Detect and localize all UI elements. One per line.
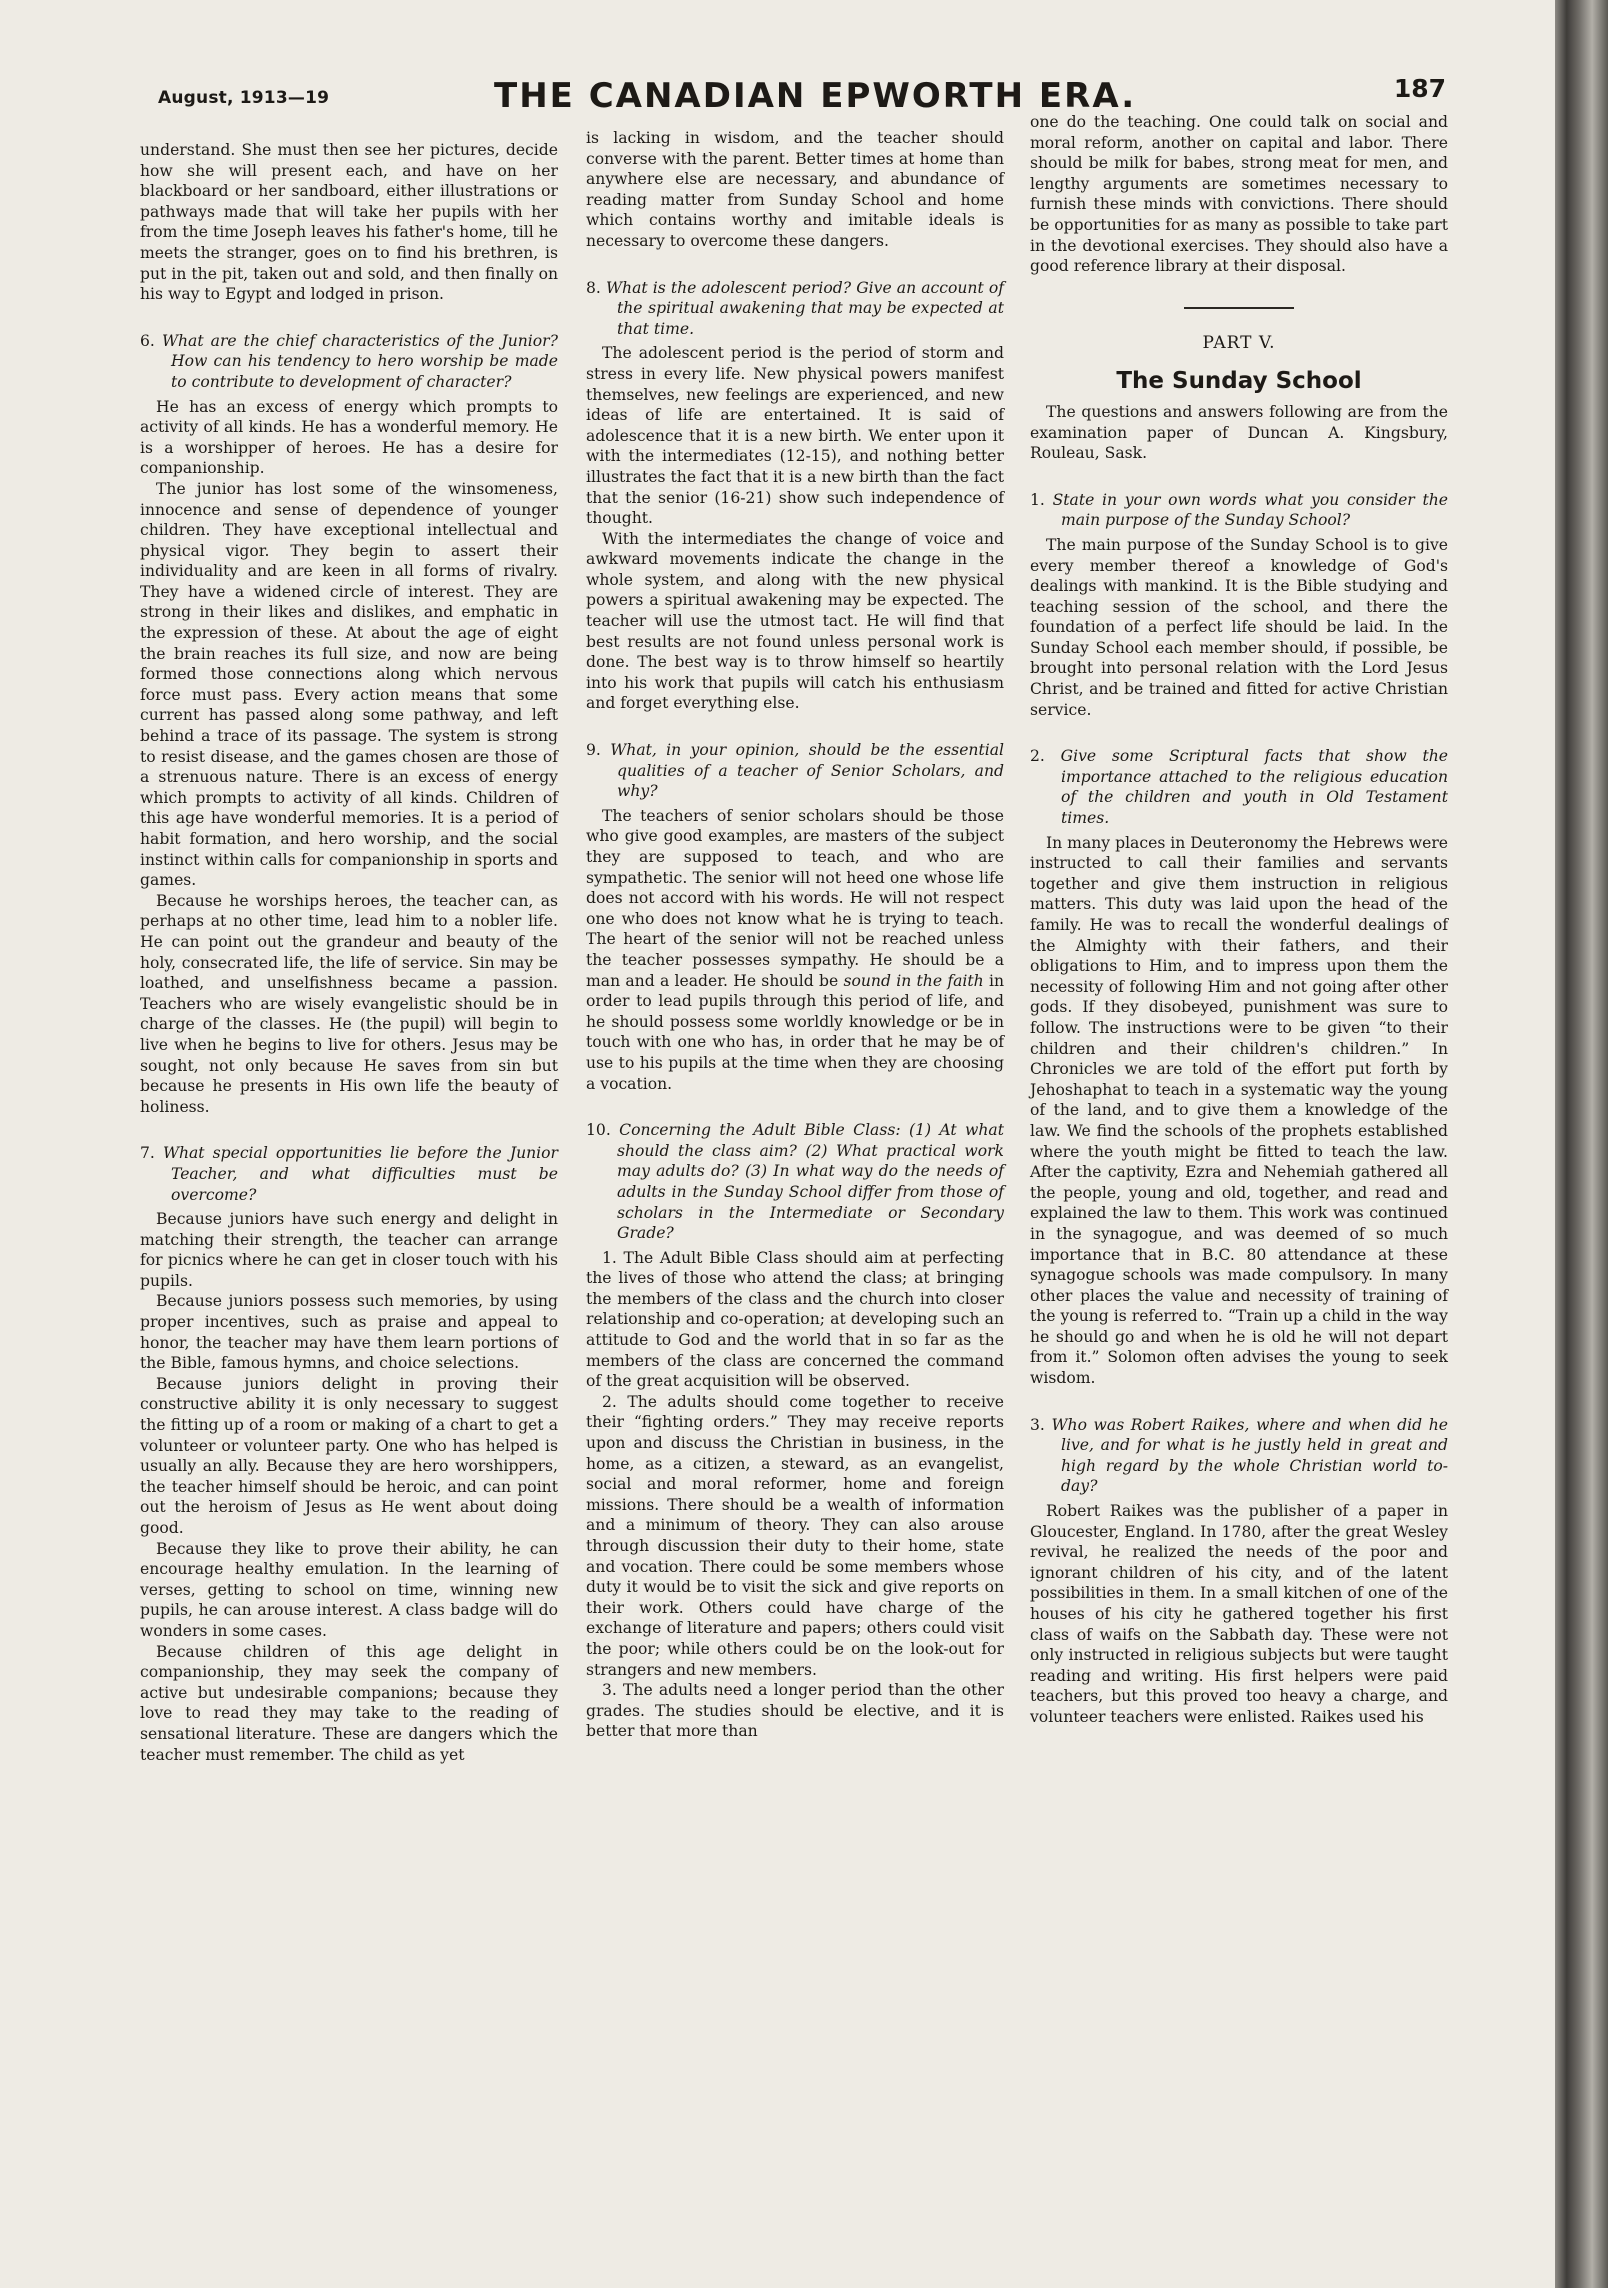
paragraph: 1. The Adult Bible Class should aim at perfecting the lives of those who attend the class; at bringing the members of the class and the church into closer relationship and co-operation; at developing such an attitude to God and the world that in so far as the members of the class are concerned the command of the great acquisition will be observed.: [586, 1248, 1004, 1391]
question-text: What, in your opinion, should be the essential qualities of a teacher of Senior Scholars, and why?: [610, 741, 1004, 801]
paragraph: understand. She must then see her pictures, decide how she will present each, and have on her blackboard or her sandboard, either illustrations or pathways made that will take her pupils with her from the time Joseph leaves his father's home, till he meets the stranger, goes on to find his brethren, is put in the pit, taken out and sold, and then finally on his way to Egypt and lodged in prison.: [140, 141, 558, 304]
question-heading: [1030, 746, 1448, 828]
paragraph: [586, 806, 1004, 1094]
column-right: [1030, 112, 1448, 1728]
paragraph: Because they like to prove their ability, he can encourage healthy emulation. In the learning of verses, getting to school on time, winning new pupils, he can arouse interest. A class badge will do wonders in some cases.: [140, 1539, 558, 1640]
book-binding-edge: [1555, 0, 1608, 2288]
question-heading: [586, 740, 1004, 802]
question-heading: [586, 1120, 1004, 1244]
issue-date: August, 1913—19: [158, 88, 330, 108]
paragraph: Because children of this age delight in companionship, they may seek the company of active but undesirable companions; because they love to read they may take to the reading of sensational literature. These are dangers which the teacher must remember. The child as yet: [140, 1642, 558, 1764]
question-text: State in your own words what you consider the main purpose of the Sunday School?: [1052, 490, 1448, 530]
question-heading: [140, 1143, 558, 1205]
section-title: The Sunday School: [1116, 368, 1362, 395]
paragraph: is lacking in wisdom, and the teacher should converse with the parent. Better times at home than anywhere else are necessary, and abundance of reading matter from Sunday School and home which contains worthy and imitable ideals is necessary to overcome these dangers.: [586, 129, 1004, 250]
column-left: [140, 140, 558, 1765]
paragraph: 3. The adults need a longer period than the other grades. The studies should be elective, and it is better that more than: [586, 1681, 1004, 1741]
text-run: The teachers of senior scholars should be those who give good examples, are masters of the subject they are supposed to teach, and who are sympathetic. The senior will not heed one whose life does not accord with his words. He will not respect one who does not know what he is trying to teach. The heart of the senior will not be reached unless the teacher possesses sympathy. He should be a man and a leader. He should be: [586, 806, 1004, 990]
question-text: What is the adolescent period? Give an account of the spiritual awakening that may be expected at that time.: [606, 278, 1004, 338]
question-heading: [1030, 1415, 1448, 1497]
paragraph: The junior has lost some of the winsomeness, innocence and sense of dependence of younger children. They have exceptional intellectual and physical vigor. They begin to assert their individuality and are keen in all forms of rivalry. They have a widened circle of interest. They are strong in their likes and dislikes, and emphatic in the expression of these. At about the age of eight the brain reaches its full size, and now are being formed those connections along which nervous force must pass. Every action means that some current has passed along some pathway, and left behind a trace of its passage. The system is strong to resist disease, and the games chosen are those of a strenuous nature. There is an excess of energy which prompts to activity of all kinds. Children of this age have wonderful memories. It is a period of habit formation, and hero worship, and the social instinct within calls for companionship in sports and games.: [140, 479, 558, 890]
intro-paragraph: The questions and answers following are from the examination paper of Duncan A. Kingsbury, Rouleau, Sask.: [1030, 402, 1448, 463]
emphasis: sound in the faith: [843, 971, 984, 990]
magazine-title: THE CANADIAN EPWORTH ERA.: [494, 76, 1137, 116]
question-number: 9.: [586, 741, 601, 760]
question-number: 10.: [586, 1121, 611, 1140]
paragraph: Because juniors possess such memories, by using proper incentives, such as praise and appeal to honor, the teacher may have them learn portions of the Bible, famous hymns, and choice selections.: [140, 1292, 558, 1373]
question-heading: [1030, 490, 1448, 531]
page-number: 187: [1393, 74, 1446, 103]
text-run: in order to lead pupils through this period of life, and he should possess some worldly knowledge or be in touch with one who has, in order that he may be of use to his pupils at the time when they are choosing a vocation.: [586, 971, 1004, 1093]
question-number: 3.: [1030, 1415, 1045, 1434]
paragraph: He has an excess of energy which prompts to activity of all kinds. He has a wonderful memory. He is a worshipper of heroes. He has a desire for companionship.: [140, 397, 558, 478]
question-text: What are the chief characteristics of the Junior? How can his tendency to hero worship be made to contribute to development of character?: [161, 331, 558, 391]
paragraph: The adolescent period is the period of storm and stress in every life. New physical powers manifest themselves, new feelings are experienced, and new ideas of life are entertained. It is said of adolescence that it is a new birth. We enter upon it with the intermediates (12-15), and nothing better illustrates the fact that it is a new birth than the fact that the senior (16-21) show such independence of thought.: [586, 344, 1004, 528]
question-number: 1.: [1030, 490, 1045, 509]
paragraph: 2. The adults should come together to receive their “fighting orders.” They may receive reports upon and discuss the Christian in business, in the home, as a citizen, a steward, as an evangelist, social and moral reformer, home and foreign missions. There should be a wealth of information and a minimum of theory. They can also arouse through discussion their duty to their home, state and vocation. There could be some members whose duty it would be to visit the sick and give reports on their work. Others could have charge of the exchange of literature and papers; others could visit the poor; while others could be on the look-out for strangers and new members.: [586, 1392, 1004, 1679]
part-label: PART V.: [1202, 332, 1276, 353]
question-lead: Concerning the Adult Bible Class:: [619, 1121, 901, 1140]
section-divider: [1184, 307, 1294, 309]
paragraph: Robert Raikes was the publisher of a paper in Gloucester, England. In 1780, after the great Wesley revival, he realized the needs of the poor and ignorant children of his city, and of the latent possibilities in them. In a small kitchen of one of the houses of his city he gathered together his first class of waifs on the Sabbath day. These were not only instructed in religious subjects but were taught reading and writing. His first helpers were paid teachers, but this proved too heavy a charge, and volunteer teachers were enlisted. Raikes used his: [1030, 1502, 1448, 1726]
question-text: Give some Scriptural facts that show the importance attached to the religious education of the children and youth in Old Testament times.: [1060, 747, 1448, 828]
question-number: 2.: [1030, 747, 1045, 766]
paragraph: With the intermediates the change of voice and awkward movements indicate the change in the whole system, and along with the new physical powers a spiritual awakening may be expected. The teacher will use the utmost tact. He will find that best results are not found unless personal work is done. The best way is to throw himself so heartily into his work that pupils will catch his enthusiasm and forget everything else.: [586, 529, 1004, 713]
paragraph: The main purpose of the Sunday School is to give every member thereof a knowledge of God's dealings with mankind. It is the Bible studying and teaching session of the school, and there the foundation of a perfect life should be laid. In the Sunday School each member should, if possible, be brought into personal relation with the Lord Jesus Christ, and be trained and fitted for active Christian service.: [1030, 535, 1448, 719]
question-heading: [586, 278, 1004, 340]
question-number: 8.: [586, 278, 601, 297]
question-text: Who was Robert Raikes, where and when did he live, and for what is he justly held in great and high regard by the whole Christian world to-day?: [1051, 1415, 1448, 1496]
question-heading: [140, 331, 558, 393]
question-number: 7.: [140, 1144, 155, 1163]
paragraph: Because he worships heroes, the teacher can, as perhaps at no other time, lead him to a nobler life. He can point out the grandeur and beauty of the holy, consecrated life, the life of service. Sin may be loathed, and unselfishness became a passion. Teachers who are wisely evangelistic should be in charge of the classes. He (the pupil) will begin to live when he begins to live for others. Jesus may be sought, not only because He saves from sin but because he presents in His own life the beauty of holiness.: [140, 891, 558, 1116]
column-middle: [586, 128, 1004, 1742]
paragraph: Because juniors delight in proving their constructive ability it is only necessary to suggest the fitting up of a room or making of a chart to get a volunteer or volunteer party. One who has helped is usually an ally. Because they are hero worshippers, the teacher himself should be heroic, and can point out the heroism of Jesus as He went about doing good.: [140, 1374, 558, 1537]
question-text: (1) At what should the class aim? (2) What practical work may adults do? (3) In what way do the needs of adults in the Sunday School differ from those of scholars in the Intermediate or Secondary Grade?: [617, 1121, 1004, 1243]
paragraph: one do the teaching. One could talk on social and moral reform, another on capital and labor. There should be milk for babes, strong meat for men, and lengthy arguments are sometimes necessary to furnish these minds with convictions. There should be opportunities for as many as possible to take part in the devotional exercises. They should also have a good reference library at their disposal.: [1030, 113, 1448, 276]
question-number: 6.: [140, 331, 155, 350]
paragraph: In many places in Deuteronomy the Hebrews were instructed to call their families and servants together and give them instruction in religious matters. This duty was laid upon the head of the family. He was to recall the wonderful dealings of the Almighty with their fathers, and their obligations to Him, and to impress upon them the necessity of following Him and not going after other gods. If they disobeyed, punishment was sure to follow. The instructions were to be given “to their children and their children's children.” In Chronicles we are told of the effort put forth by Jehoshaphat to teach in a systematic way the young of the land, and to give them a knowledge of the law. We find the schools of the prophets established where the youth might be fitted to teach the law. After the captivity, Ezra and Nehemiah gathered all the people, young and old, together, and read and explained the law to them. This work was continued in the synagogue, and was deemed of so much importance that in B.C. 80 attendance at these synagogue schools was made compulsory. In many other places the value and necessity of training of the young is referred to. “Train up a child in the way he should go and when he is old he will not depart from it.” Solomon often advises the young to seek wisdom.: [1030, 833, 1448, 1388]
question-text: What special opportunities lie before the Junior Teacher, and what difficulties must be overcome?: [162, 1144, 558, 1204]
paragraph: Because juniors have such energy and delight in matching their strength, the teacher can arrange for picnics where he can get in closer touch with his pupils.: [140, 1210, 558, 1290]
